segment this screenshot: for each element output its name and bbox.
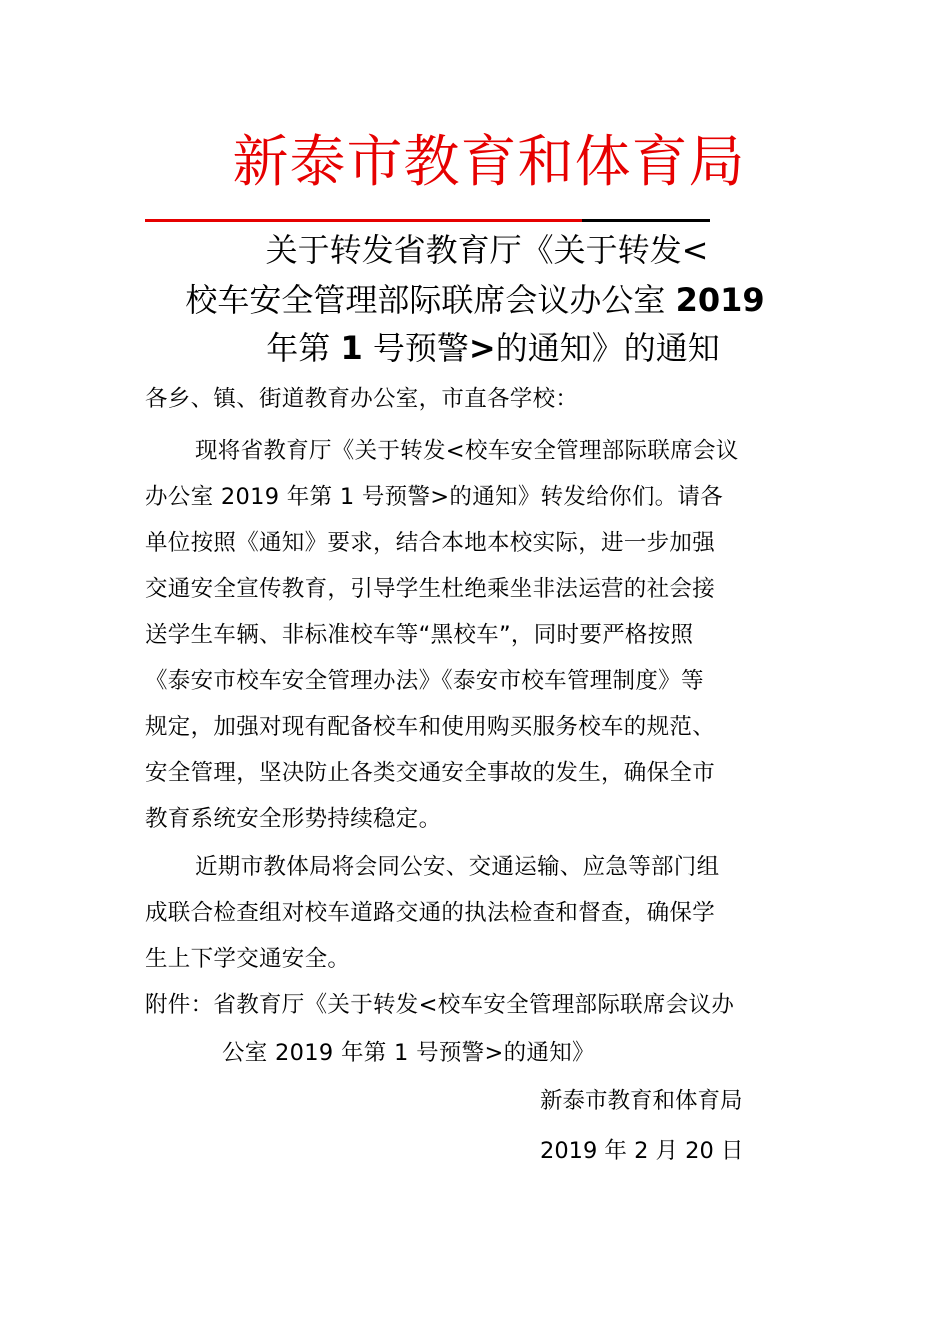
header-rule-red xyxy=(145,219,582,222)
paragraph-1-line: 安全管理，坚决防止各类交通安全事故的发生，确保全市 xyxy=(145,760,716,786)
doc-title-year: 2019 xyxy=(675,281,765,319)
doc-title-line-3 xyxy=(118,328,868,368)
doc-title-line-3-a: 年第 xyxy=(266,329,341,367)
paragraph-1-line: 现将省教育厅《关于转发<校车安全管理部际联席会议 xyxy=(195,438,739,464)
doc-title-line-3-b: 号预警 xyxy=(362,329,469,367)
paragraph-1-line: 办公室 2019 年第 1 号预警>的通知》转发给你们。请各 xyxy=(145,484,724,510)
paragraph-2-line: 近期市教体局将会同公安、交通运输、应急等部门组 xyxy=(195,854,720,880)
doc-title-number: 1 xyxy=(340,329,363,367)
doc-title-line-1: 关于转发省教育厅《关于转发< xyxy=(265,231,709,269)
paragraph-1-line: 单位按照《通知》要求，结合本地本校实际，进一步加强 xyxy=(145,530,716,556)
paragraph-1-line: 送学生车辆、非标准校车等“黑校车”，同时要严格按照 xyxy=(145,622,694,648)
paragraph-2-line: 生上下学交通安全。 xyxy=(145,946,351,972)
doc-title-line-2-text: 校车安全管理部际联席会议办公室 xyxy=(185,281,676,319)
paragraph-1-line: 《泰安市校车安全管理办法》《泰安市校车管理制度》等 xyxy=(145,668,704,694)
doc-title-line-3-c: 的通知》的通知 xyxy=(495,329,720,367)
signature-org: 新泰市教育和体育局 xyxy=(540,1088,743,1114)
paragraph-2-line: 成联合检查组对校车道路交通的执法检查和督查，确保学 xyxy=(145,900,716,926)
header-rule-black xyxy=(582,219,710,222)
paragraph-1-line: 交通安全宣传教育，引导学生杜绝乘坐非法运营的社会接 xyxy=(145,576,716,602)
salutation: 各乡、镇、街道教育办公室，市直各学校： xyxy=(145,386,579,412)
attachment-line: 公室 2019 年第 1 号预警>的通知》 xyxy=(222,1040,595,1066)
doc-title-gt: > xyxy=(468,329,496,367)
paragraph-1-line: 教育系统安全形势持续稳定。 xyxy=(145,806,442,832)
paragraph-1-line: 规定，加强对现有配备校车和使用购买服务校车的规范、 xyxy=(145,714,716,740)
attachment-line: 附件：省教育厅《关于转发<校车安全管理部际联席会议办 xyxy=(145,992,735,1018)
document-header-org: 新泰市教育和体育局 xyxy=(232,130,746,195)
signature-date: 2019 年 2 月 20 日 xyxy=(540,1138,744,1164)
doc-title-line-2 xyxy=(100,280,850,320)
